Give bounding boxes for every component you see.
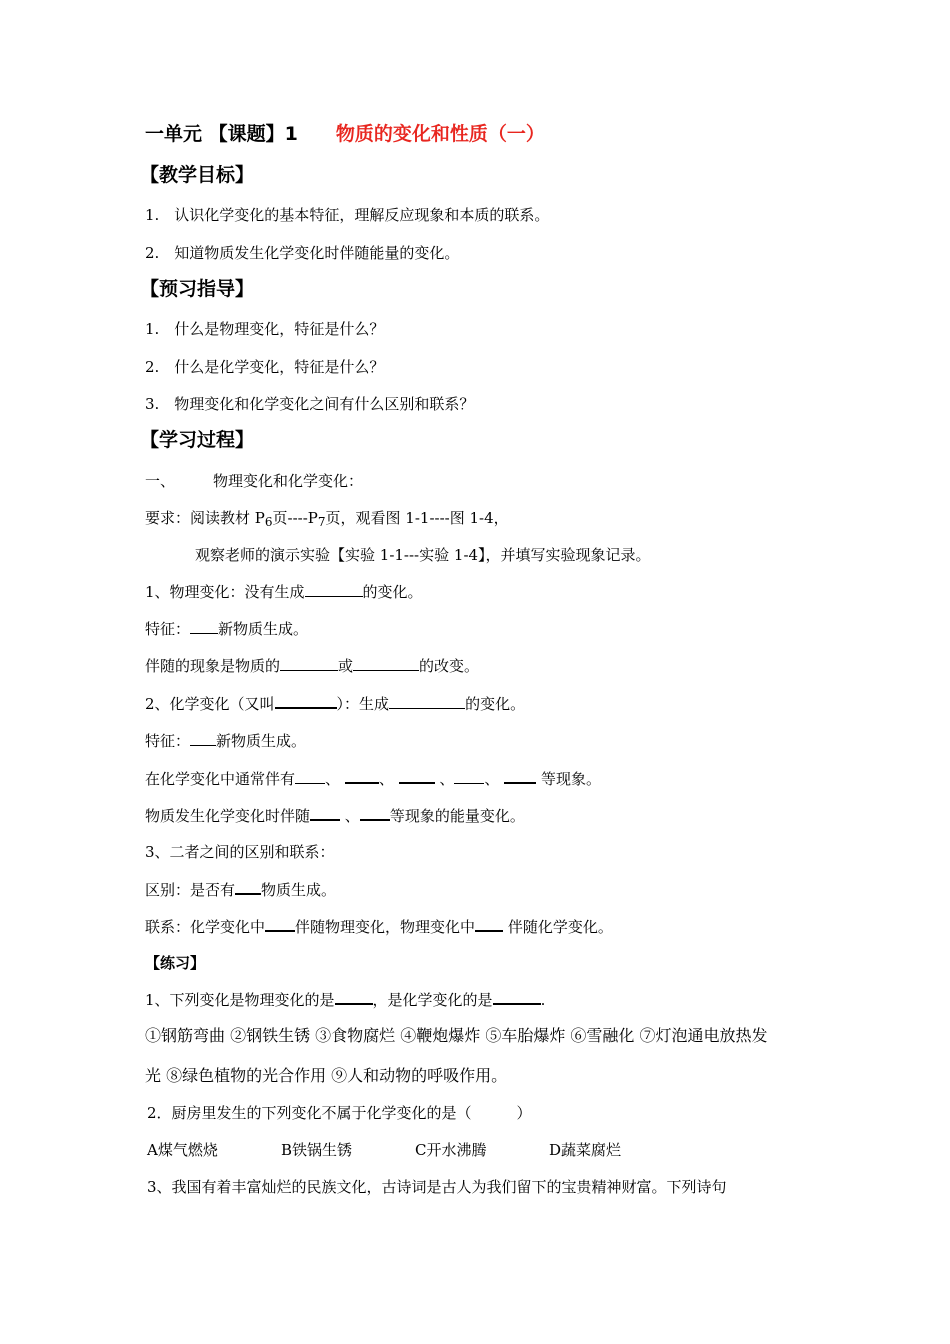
answer-blank[interactable] (295, 769, 325, 784)
answer-blank[interactable] (389, 694, 465, 709)
page-title (145, 124, 545, 144)
chemical-phenomenon-line: 在化学变化中通常伴有 、 、 、 、 等现象。 (145, 770, 601, 788)
answer-blank[interactable] (335, 989, 373, 1005)
answer-blank[interactable] (504, 768, 536, 784)
question-2-options (147, 1140, 621, 1160)
answer-blank[interactable] (353, 656, 419, 671)
goals-heading: 【教学目标】 (140, 164, 255, 186)
title-prefix: 一单元 【课题】1 (145, 123, 298, 145)
answer-blank[interactable] (360, 805, 390, 821)
observe-line: 观察老师的演示实验【实验 1-1---实验 1-4】，并填写实验现象记录。 (195, 546, 651, 564)
preview-item: 3. 物理变化和化学变化之间有什么区别和联系？ (145, 395, 475, 413)
relation-title: 3、二者之间的区别和联系： (145, 843, 335, 861)
difference-line: 区别：是否有 物质生成。 (145, 881, 337, 899)
preview-item: 2. 什么是化学变化，特征是什么？ (145, 358, 385, 376)
question-1-list-line2: 光 ⑧绿色植物的光合作用 ⑨人和动物的呼吸作用。 (145, 1066, 508, 1085)
option-b[interactable]: B铁锅生锈 (281, 1141, 353, 1159)
title-main: 物质的变化和性质（一） (335, 123, 545, 145)
answer-blank[interactable] (275, 693, 337, 709)
requirement-line: 要求：阅读教材 $P_6$页$----P_7$页，观看图 1-1----图 1-4， (145, 509, 509, 529)
answer-blank[interactable] (399, 768, 435, 784)
part1-title-line (145, 471, 363, 491)
question-2: 2．厨房里发生的下列变化不属于化学变化的是（ ） (147, 1104, 532, 1122)
option-c[interactable]: C开水沸腾 (415, 1141, 487, 1159)
link-line: 联系：化学变化中 伴随物理变化，物理变化中 伴随化学变化。 (145, 918, 613, 936)
process-heading: 【学习过程】 (140, 429, 255, 451)
answer-blank[interactable] (305, 582, 363, 597)
option-d[interactable]: D蔬菜腐烂 (549, 1141, 622, 1159)
physical-phenomenon-line: 伴随的现象是物质的 或 的改变。 (145, 657, 480, 675)
answer-blank[interactable] (190, 731, 216, 746)
answer-blank[interactable] (345, 768, 379, 784)
answer-blank[interactable] (475, 916, 503, 932)
energy-change-line: 物质发生化学变化时伴随 、 等现象的能量变化。 (145, 807, 525, 825)
chemical-feature-line: 特征： 新物质生成。 (145, 732, 307, 750)
practice-heading: 【练习】 (145, 954, 206, 972)
goal-item: 2. 知道物质发生化学变化时伴随能量的变化。 (145, 244, 460, 262)
physical-feature-line: 特征： 新物质生成。 (145, 620, 309, 638)
answer-blank[interactable] (493, 989, 541, 1005)
chemical-change-line: 2、化学变化（又叫 ）：生成 的变化。 (145, 695, 526, 713)
preview-item: 1. 什么是物理变化，特征是什么？ (145, 320, 385, 338)
answer-blank[interactable] (265, 916, 295, 932)
question-1: 1、下列变化是物理变化的是 ，是化学变化的是 . (145, 991, 546, 1009)
goal-item: 1. 认识化学变化的基本特征，理解反应现象和本质的联系。 (145, 206, 550, 224)
part1-title: 物理变化和化学变化： (213, 472, 364, 490)
answer-blank[interactable] (310, 805, 340, 821)
answer-blank[interactable] (280, 656, 338, 671)
question-1-list-line1: ①钢筋弯曲 ②钢铁生锈 ③食物腐烂 ④鞭炮爆炸 ⑤车胎爆炸 ⑥雪融化 ⑦灯泡通电放热发 (145, 1026, 768, 1045)
answer-blank[interactable] (190, 619, 218, 634)
physical-change-line: 1、物理变化：没有生成 的变化。 (145, 583, 423, 601)
answer-blank[interactable] (235, 879, 261, 895)
question-3: 3、我国有着丰富灿烂的民族文化，古诗词是古人为我们留下的宝贵精神财富。下列诗句 (147, 1178, 727, 1196)
part1-number: 一、 (145, 472, 176, 490)
preview-heading: 【预习指导】 (140, 278, 255, 300)
option-a[interactable]: A煤气燃烧 (147, 1141, 218, 1159)
answer-blank[interactable] (454, 769, 484, 784)
